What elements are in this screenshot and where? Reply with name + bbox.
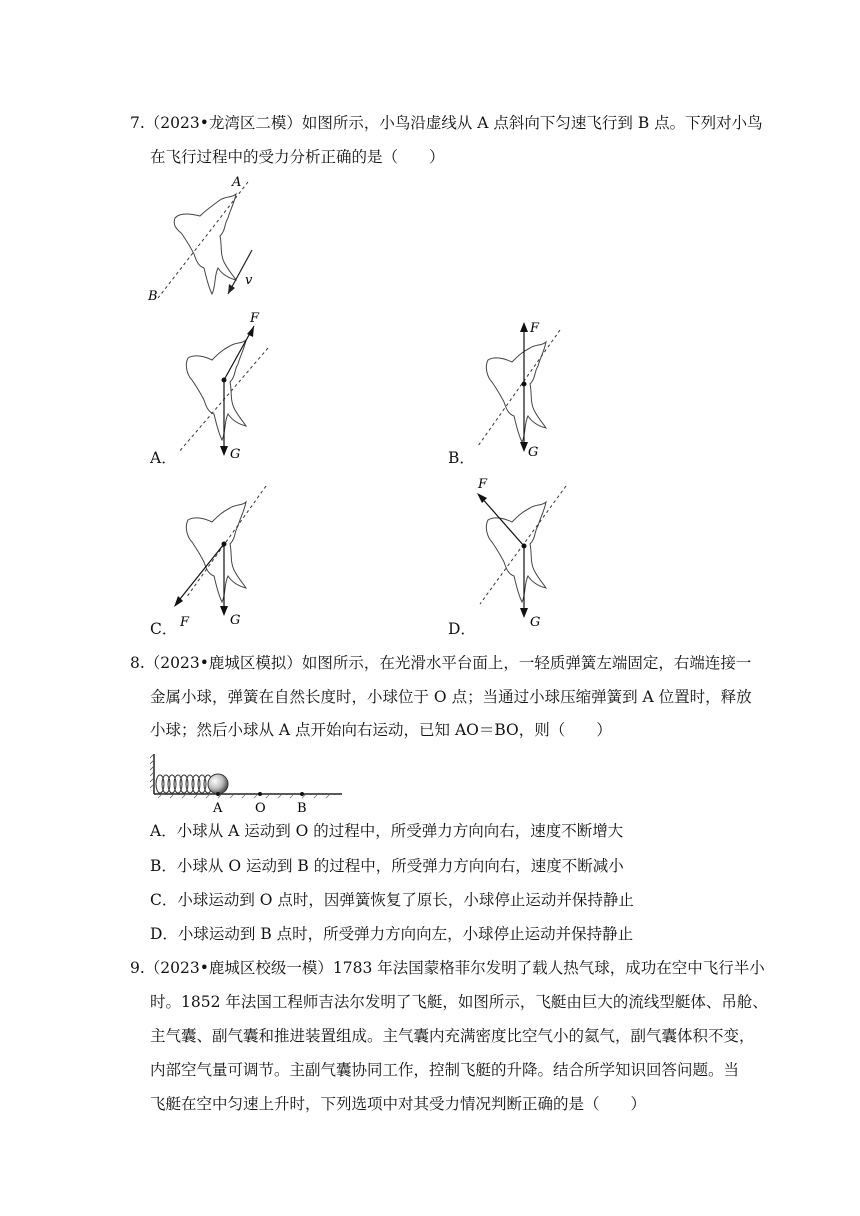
q9-stem-line-2: 时。1852 年法国工程师吉法尔发明了飞艇，如图所示，飞艇由巨大的流线型艇体、吊舱、	[150, 993, 768, 1011]
q9-stem-line-4: 内部空气量可调节。主副气囊协同工作，控制飞艇的升降。结合所学知识回答问题。当	[150, 1061, 740, 1079]
bird-outline-icon	[486, 502, 546, 602]
force-g-label: G	[230, 613, 241, 628]
point-o-label: O	[255, 801, 266, 814]
force-f-label: F	[180, 615, 190, 630]
velocity-label: v	[245, 273, 253, 288]
bird-outline-icon	[486, 342, 546, 442]
q7-stem-line-1: 7.（2023•龙湾区二模）如图所示，小鸟沿虚线从 A 点斜向下匀速飞行到 B 点。下列对小鸟	[130, 114, 763, 132]
point-b-label: B	[297, 801, 307, 814]
point-a-label: A	[232, 175, 242, 190]
q9-stem-line-5: 飞艇在空中匀速上升时，下列选项中对其受力情况判断正确的是（ ）	[150, 1095, 647, 1113]
q8-option-c[interactable]: C．小球运动到 O 点时，因弹簧恢复了原长，小球停止运动并保持静止	[150, 891, 634, 909]
force-f-label: F	[478, 477, 488, 492]
q7-option-a-label[interactable]: A．	[150, 449, 177, 467]
q8-option-b[interactable]: B．小球从 O 运动到 B 的过程中，所受弹力方向向右，速度不断减小	[150, 857, 624, 875]
velocity-arrowhead-icon	[228, 284, 235, 294]
spring-coil-icon	[156, 775, 212, 793]
force-g-label: G	[230, 447, 241, 462]
force-f-label: F	[530, 321, 540, 336]
bird-outline-icon	[186, 502, 246, 602]
q8-option-a[interactable]: A．小球从 A 运动到 O 的过程中，所受弹力方向向右，速度不断增大	[150, 822, 624, 840]
q9-stem-line-1: 9.（2023•鹿城区校级一模）1783 年法国蒙格菲尔发明了载人热气球，成功在空中飞行半小	[130, 959, 765, 977]
point-a-label: A	[213, 801, 223, 814]
point-b-label: B	[148, 289, 158, 304]
q7-option-d-label[interactable]: D．	[448, 620, 476, 638]
bird-outline-icon	[186, 340, 246, 440]
bird-outline-icon	[174, 194, 236, 294]
metal-ball	[208, 774, 228, 794]
q7-option-d-figure	[468, 474, 588, 630]
q7-stem-line-2: 在飞行过程中的受力分析正确的是（ ）	[150, 148, 445, 166]
force-f-label: F	[250, 311, 260, 326]
q8-stem-line-2: 金属小球，弹簧在自然长度时，小球位于 O 点；当通过小球压缩弹簧到 A 位置时，释放	[150, 688, 752, 706]
q8-stem-line-3: 小球；然后小球从 A 点开始向右运动，已知 AO＝BO，则（ ）	[150, 721, 612, 739]
force-f-arrow	[176, 544, 224, 604]
force-g-label: G	[530, 615, 541, 630]
q7-bird-figure	[140, 170, 260, 305]
point-b-marker	[300, 792, 304, 796]
q7-option-b-label[interactable]: B．	[448, 449, 475, 467]
q7-option-a-figure	[168, 308, 288, 463]
q7-option-c-label[interactable]: C．	[150, 620, 178, 638]
q7-option-b-figure	[468, 318, 588, 463]
q9-stem-line-3: 主气囊、副气囊和推进装置组成。主气囊内充满密度比空气小的氦气，副气囊体积不变，	[150, 1027, 755, 1045]
q8-option-d[interactable]: D．小球运动到 B 点时，所受弹力方向向左，小球停止运动并保持静止	[150, 925, 634, 943]
point-a-marker	[216, 792, 220, 796]
point-o-marker	[258, 792, 262, 796]
q8-stem-line-1: 8.（2023•鹿城区模拟）如图所示，在光滑水平台面上，一轻质弹簧左端固定，右端连接一	[130, 654, 752, 672]
q7-option-c-figure	[168, 480, 288, 632]
q8-spring-figure	[150, 750, 350, 814]
force-g-label: G	[528, 445, 539, 460]
force-f-arrow	[480, 496, 524, 546]
